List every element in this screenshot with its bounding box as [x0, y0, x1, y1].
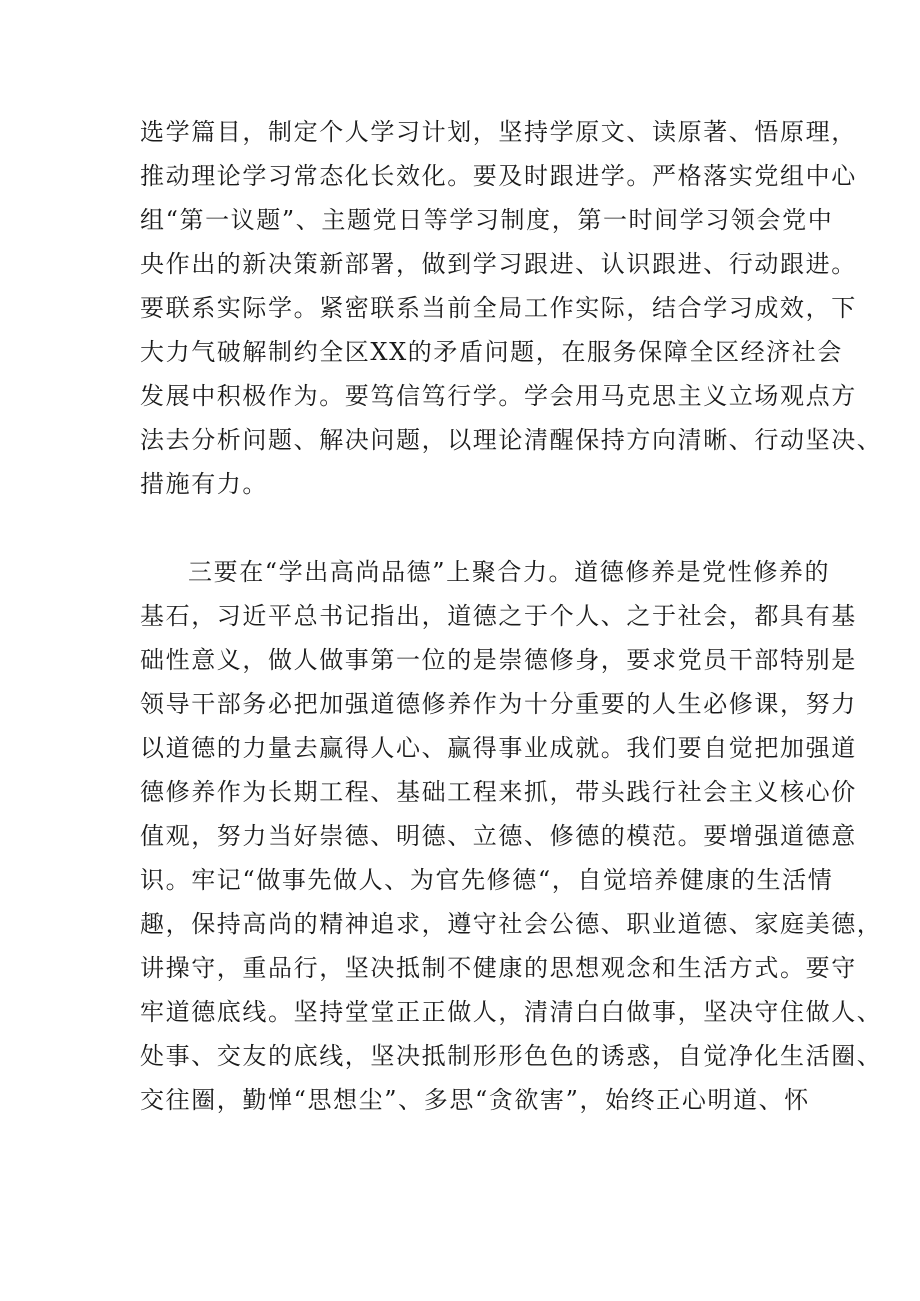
text-line: 交往圈，勤惮“思想尘”、多思“贪欲害”，始终正心明道、怀	[140, 1086, 810, 1114]
text-line: 础性意义，做人做事第一位的是崇德修身，要求党员干部特别是	[140, 646, 857, 674]
paragraph-moral-cultivation	[140, 550, 883, 1122]
text-line: 基石，习近平总书记指出，道德之于个人、之于社会，都具有基	[140, 602, 857, 630]
text-line: 发展中积极作为。要笃信笃行学。学会用马克思主义立场观点方	[140, 382, 857, 410]
text-line: 选学篇目，制定个人学习计划，坚持学原文、读原著、悟原理，	[140, 118, 857, 146]
text-line: 领导干部务必把加强道德修养作为十分重要的人生必修课，努力	[140, 690, 857, 718]
text-line: 要联系实际学。紧密联系当前全局工作实际，结合学习成效，下	[140, 294, 857, 322]
text-line: 识。牢记“做事先做人、为官先修德“，自觉培养健康的生活情	[140, 866, 834, 894]
text-line: 组“第一议题”、主题党日等学习制度，第一时间学习领会党中	[140, 206, 834, 234]
text-line: 值观，努力当好崇德、明德、立德、修德的模范。要增强道德意	[140, 822, 857, 850]
paragraph-study-methods	[140, 110, 883, 506]
text-line: 措施有力。	[140, 470, 268, 498]
text-line: 大力气破解制约全区XX的矛盾问题，在服务保障全区经济社会	[140, 338, 843, 366]
text-line: 趣，保持高尚的精神追求，遵守社会公德、职业道德、家庭美德，	[140, 910, 883, 938]
text-line: 法去分析问题、解决问题，以理论清醒保持方向清晰、行动坚决、	[140, 426, 883, 454]
text-line: 央作出的新决策新部署，做到学习跟进、认识跟进、行动跟进。	[140, 250, 857, 278]
text-line: 推动理论学习常态化长效化。要及时跟进学。严格落实党组中心	[140, 162, 857, 190]
text-line: 讲操守，重品行，坚决抵制不健康的思想观念和生活方式。要守	[140, 954, 857, 982]
text-line: 以道德的力量去赢得人心、赢得事业成就。我们要自觉把加强道	[140, 734, 857, 762]
text-line: 德修养作为长期工程、基础工程来抓，带头践行社会主义核心价	[140, 778, 857, 806]
text-line: 牢道德底线。坚持堂堂正正做人，清清白白做事，坚决守住做人、	[140, 998, 883, 1026]
text-line-indented: 三要在“学出高尚品德”上聚合力。道德修养是党性修养的	[188, 558, 831, 586]
text-line: 处事、交友的底线，坚决抵制形形色色的诱惑，自觉净化生活圈、	[140, 1042, 883, 1070]
